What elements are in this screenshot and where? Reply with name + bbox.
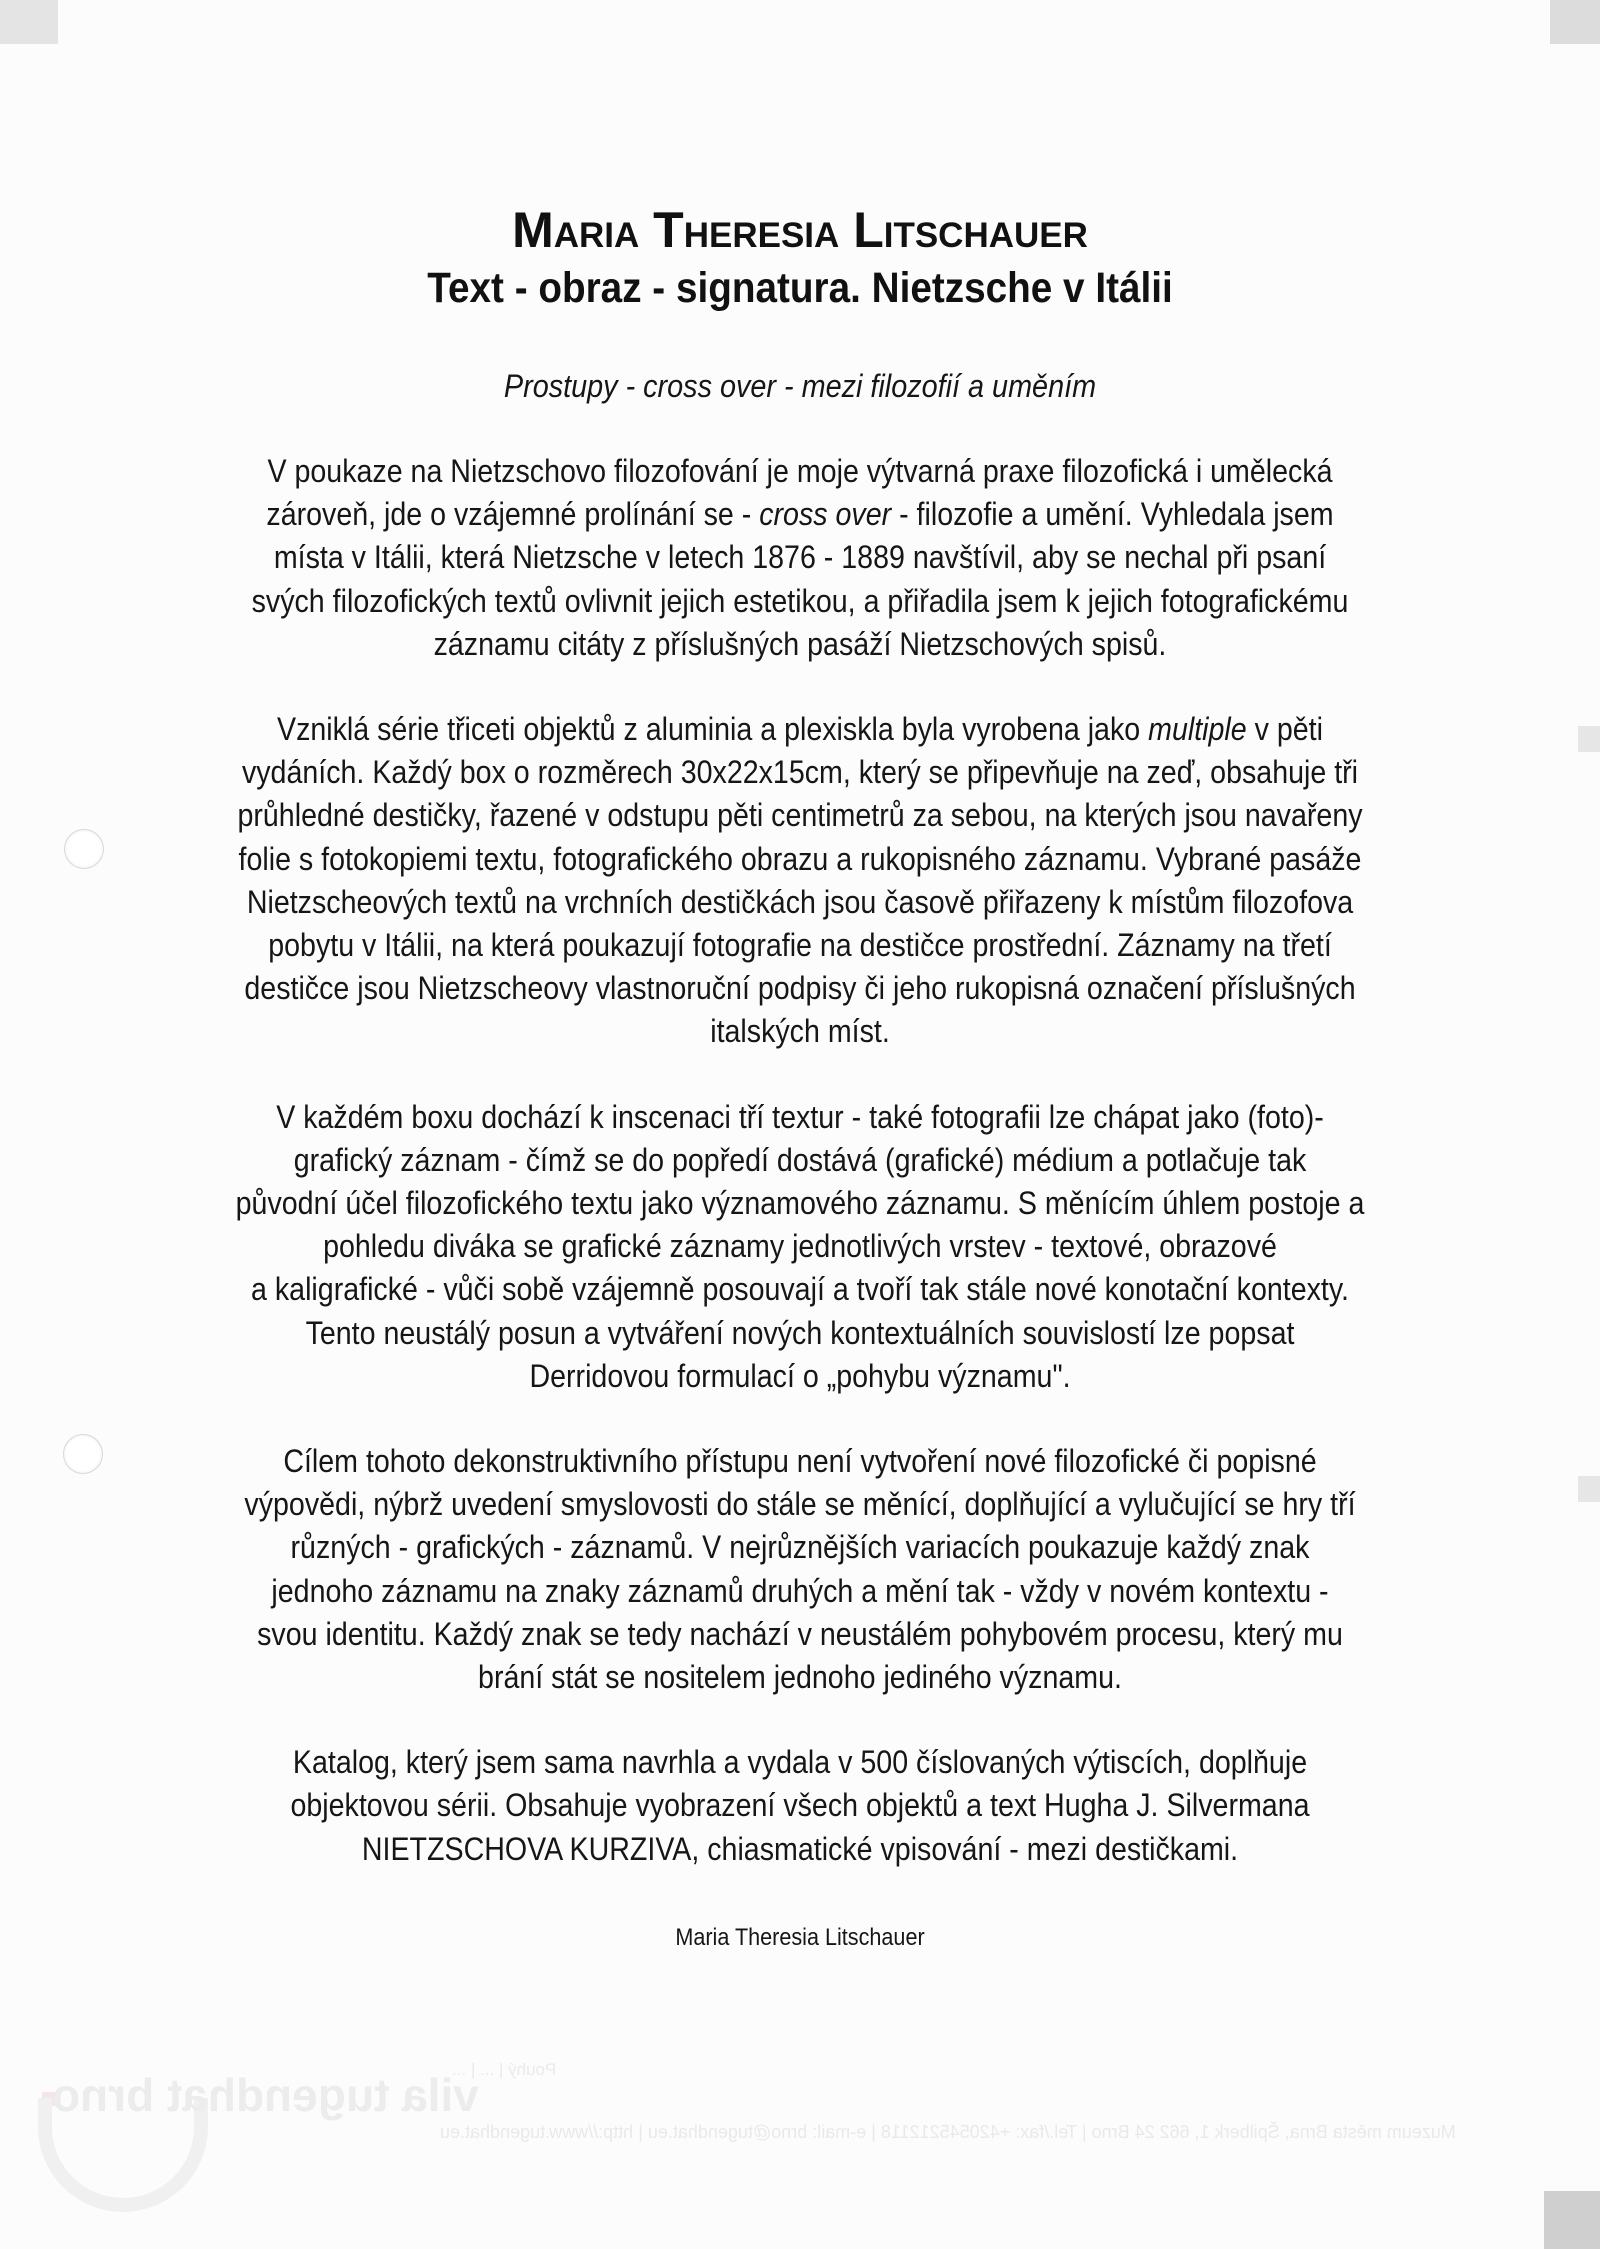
text-line: průhledné destičky, řazené v odstupu pěti centimetrů za sebou, na kterých jsou navařeny [237,797,1363,834]
text-line: Katalog, který jsem sama navrhla a vydala v 500 číslovaných výtiscích, doplňuje [292,1744,1308,1781]
bleed-through-subtitle: Pouhý | ... | ... [452,2060,557,2079]
text-line: Tento neustálý posun a vytváření nových kontextuálních souvislostí lze popsat [305,1314,1295,1351]
author-heading: Maria Theresia Litschauer [512,202,1088,258]
text-line: V poukaze na Nietzschovo filozofování je moje výtvarná praxe filozofická i umělecká [267,453,1333,489]
text-line: různých - grafických - záznamů. V nejrůznějších variacích poukazuje každý znak [290,1529,1310,1566]
text-line: Nietzscheových textů na vrchních destičkách jsou časově přiřazeny k místům filozofova [246,883,1354,920]
text-line: pobytu v Itálii, na která poukazují fotografie na destičce prostřední. Záznamy na třetí [268,927,1332,964]
paragraph-2 [150,708,1450,1054]
text-line: destičce jsou Nietzscheovy vlastnoruční podpisy či jeho rukopisná označení příslušných [244,970,1356,1007]
punch-hole [64,829,104,869]
punch-hole [63,1434,103,1474]
document-body [150,200,1450,1953]
text-line: zároveň, jde o vzájemné prolínání se - cross over - filozofie a umění. Vyhledala jsem [266,496,1334,533]
scan-edge-mark [0,0,58,44]
bleed-through-logo: vila tugendhat brno [52,2069,479,2121]
text-line: brání stát se nositelem jednoho jediného významu. [478,1659,1122,1696]
text-line: grafický záznam - čímž se do popředí dostává (grafické) médium a potlačuje tak [293,1141,1307,1178]
signature-line: Maria Theresia Litschauer [675,1923,925,1951]
paragraph-4 [150,1440,1450,1699]
scan-edge-mark [1550,0,1600,44]
lead-line: Prostupy - cross over - mezi filozofií a uměním [503,368,1097,404]
text-line: a kaligrafické - vůči sobě vzájemně posouvají a tvoří tak stále nové konotační kontexty. [251,1271,1349,1308]
text-line: záznamu citáty z příslušných pasáží Nietzschových spisů. [433,625,1167,662]
paragraph-1 [150,450,1450,666]
document-title: Text - obraz - signatura. Nietzsche v Itálii [427,264,1173,312]
text-line: vydáních. Každý box o rozměrech 30x22x15cm, který se připevňuje na zeď, obsahuje tři [241,754,1359,791]
text-line: objektovou sérii. Obsahuje vyobrazení všech objektů a text Hugha J. Silvermana [290,1787,1310,1824]
paragraph-5 [150,1741,1450,1871]
text-line: Cílem tohoto dekonstruktivního přístupu není vytvoření nové filozofické či popisné [283,1443,1317,1480]
scan-edge-mark [1544,2191,1600,2249]
text-line: Vzniklá série třiceti objektů z aluminia a plexiskla byla vyrobena jako multiple v pěti [276,711,1323,748]
text-line: jednoho záznamu na znaky záznamů druhých a mění tak - vždy v novém kontextu - [271,1572,1329,1609]
text-line: výpovědi, nýbrž uvedení smyslovosti do stále se měnící, doplňující a vylučující se hry tří [244,1486,1356,1523]
text-line: svých filozofických textů ovlivnit jejich estetikou, a přiřadila jsem k jejich fotografickému [251,582,1349,619]
bleed-through-footer: Muzeum města Brna, Špilberk 1, 662 24 Brno | Tel./fax: +420545212118 | e-mail: brno@tugendhat.eu | http://www.tugendhat.eu [440,2122,1456,2142]
text-line: Derridovou formulací o „pohybu významu". [529,1357,1071,1394]
text-line: původní účel filozofického textu jako významového záznamu. S měnícím úhlem postoje a [235,1185,1365,1222]
text-line: italských míst. [710,1013,890,1050]
text-line: folie s fotokopiemi textu, fotografického obrazu a rukopisného záznamu. Vybrané pasáže [238,840,1362,877]
text-line: NIETZSCHOVA KURZIVA, chiasmatické vpisování - mezi destičkami. [361,1830,1239,1867]
text-line: místa v Itálii, která Nietzsche v letech 1876 - 1889 navštívil, aby se nechal při psaní [273,539,1327,576]
paragraph-3 [150,1096,1450,1398]
scan-edge-mark [1578,1476,1600,1502]
text-line: V každém boxu dochází k inscenaci tří textur - také fotografii lze chápat jako (foto)- [276,1098,1324,1135]
text-line: svou identitu. Každý znak se tedy nachází v neustálém pohybovém procesu, který mu [257,1615,1343,1652]
scan-edge-mark [1578,726,1600,752]
text-line: pohledu diváka se grafické záznamy jednotlivých vrstev - textové, obrazové [323,1228,1277,1265]
